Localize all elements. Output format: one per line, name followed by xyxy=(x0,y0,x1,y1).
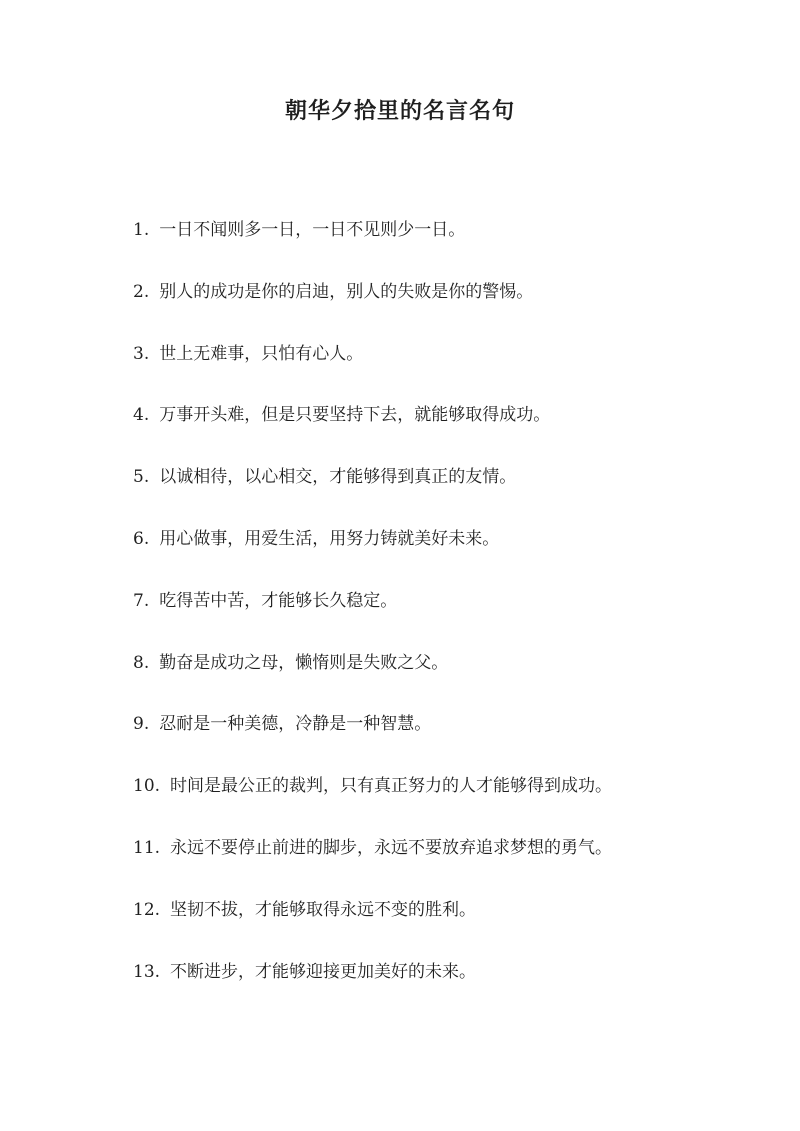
list-item xyxy=(133,772,753,834)
list-item xyxy=(133,958,753,1020)
quote-number: 8. xyxy=(133,652,150,673)
list-item xyxy=(133,587,753,649)
quote-text: 世上无难事，只怕有心人。 xyxy=(159,343,364,364)
quote-number: 9. xyxy=(133,714,150,735)
list-item xyxy=(133,401,753,463)
list-item xyxy=(133,710,753,772)
quote-number: 6. xyxy=(133,528,150,549)
quote-text: 以诚相待，以心相交，才能够得到真正的友情。 xyxy=(159,467,517,488)
quote-number: 7. xyxy=(133,590,150,611)
quote-text: 万事开头难，但是只要坚持下去，就能够取得成功。 xyxy=(159,405,551,426)
quote-number: 1. xyxy=(133,220,150,240)
list-item xyxy=(133,649,753,711)
quote-number: 5. xyxy=(133,467,150,488)
list-item xyxy=(133,278,753,340)
quote-number: 11. xyxy=(133,837,161,858)
list-item xyxy=(133,834,753,896)
quote-text: 别人的成功是你的启迪，别人的失败是你的警惕。 xyxy=(159,281,534,302)
quote-text: 时间是最公正的裁判，只有真正努力的人才能够得到成功。 xyxy=(170,776,613,797)
list-item xyxy=(133,216,753,278)
list-item xyxy=(133,340,753,402)
document-title: 朝华夕拾里的名言名句 xyxy=(284,98,515,124)
quote-list xyxy=(133,216,753,1019)
quote-text: 吃得苦中苦，才能够长久稳定。 xyxy=(159,590,398,611)
quote-text: 忍耐是一种美德，冷静是一种智慧。 xyxy=(159,714,432,735)
quote-number: 3. xyxy=(133,343,150,364)
quote-text: 勤奋是成功之母，懒惰则是失败之父。 xyxy=(159,652,449,673)
quote-text: 坚韧不拔，才能够取得永远不变的胜利。 xyxy=(170,899,477,920)
quote-text: 不断进步，才能够迎接更加美好的未来。 xyxy=(170,961,477,982)
quote-number: 10. xyxy=(133,776,161,797)
quote-text: 用心做事，用爱生活，用努力铸就美好未来。 xyxy=(159,528,500,549)
quote-number: 2. xyxy=(133,281,150,302)
quote-text: 一日不闻则多一日，一日不见则少一日。 xyxy=(159,220,466,240)
list-item xyxy=(133,525,753,587)
list-item xyxy=(133,463,753,525)
list-item xyxy=(133,896,753,958)
quote-number: 13. xyxy=(133,961,161,982)
quote-number: 12. xyxy=(133,899,161,920)
quote-text: 永远不要停止前进的脚步，永远不要放弃追求梦想的勇气。 xyxy=(170,837,613,858)
quote-number: 4. xyxy=(133,405,150,426)
